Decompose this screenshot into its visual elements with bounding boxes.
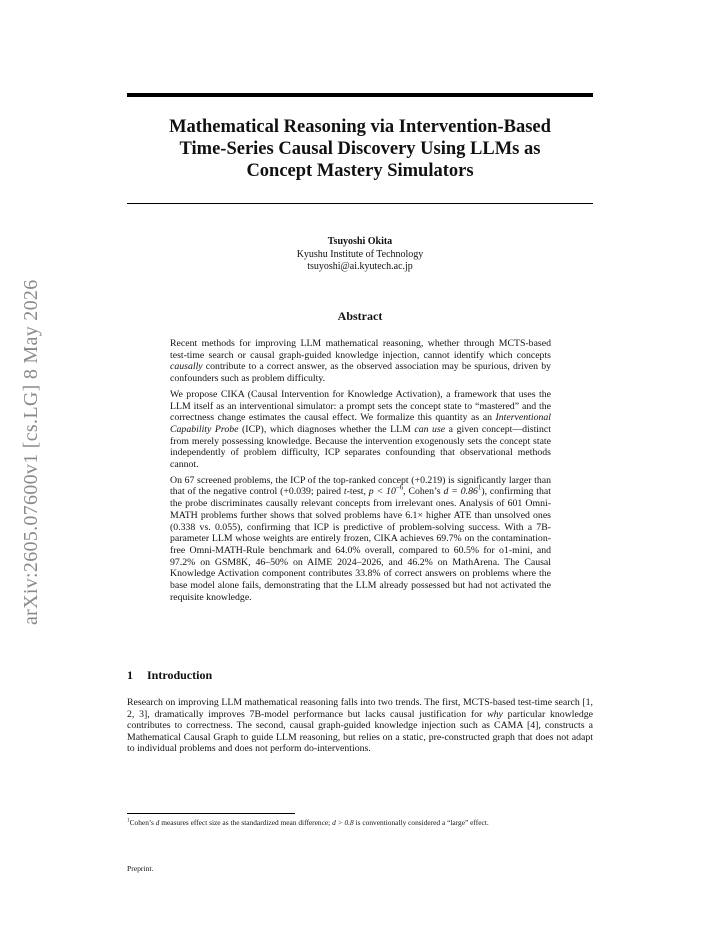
arxiv-identifier: arXiv:2605.07600v1 [cs.LG] 8 May 2026 xyxy=(20,279,42,626)
paper-title xyxy=(127,116,593,182)
abstract-text: We propose CIKA (Causal Intervention for Knowledge Activation), a framework that uses the LLM itself as an interventional simulator: a prompt sets the concept state to “mastered” and the correctness change estimates the causal effect. We formalize this quantity as an xyxy=(170,388,551,424)
abstract-text: Recent methods for improving LLM mathematical reasoning, whether through MCTS-based test-time search or causal graph-guided knowledge injection, cannot identify which concepts xyxy=(170,338,551,361)
abstract-emphasis: Interventional Capability Probe xyxy=(170,412,551,435)
footnote-text: Cohen’s xyxy=(129,818,156,827)
math-t: t xyxy=(343,486,347,498)
author-email: tsuyoshi@ai.kyutech.ac.jp xyxy=(307,261,413,272)
abstract-text: -test, xyxy=(346,486,369,498)
title-line-3: Concept Mastery Simulators xyxy=(246,161,474,181)
intro-text: Research on improving LLM mathematical reasoning falls into two trends. The first, MCTS-based test-time search [1, 2, 3], dramatically improves 7B-model performance but lacks causal justification for xyxy=(127,697,593,720)
abstract-text: a given concept—distinct from merely possessing knowledge. Because the intervention exogenously sets the concept state independently of problem difficulty, ICP separates confounding that observational methods cannot. xyxy=(170,423,551,471)
author-name: Tsuyoshi Okita xyxy=(327,236,393,247)
footnote-rule xyxy=(127,813,295,814)
abstract-text: (ICP), which diagnoses whether the LLM xyxy=(238,423,415,435)
abstract-paragraph-2 xyxy=(170,389,551,471)
preprint-footer: Preprint. xyxy=(127,864,154,873)
footnote-text: is conventionally considered a “large” effect. xyxy=(353,818,489,827)
title-bottom-rule xyxy=(127,203,593,204)
math-cohens-d: d = 0.86 xyxy=(443,486,478,498)
footnote-marker[interactable]: 1 xyxy=(477,485,482,493)
title-line-2: Time-Series Causal Discovery Using LLMs as xyxy=(179,139,541,159)
abstract-emphasis: can use xyxy=(414,423,446,435)
abstract-emphasis: causally xyxy=(170,361,203,373)
abstract-paragraph-3 xyxy=(170,475,551,604)
intro-emphasis: why xyxy=(487,708,503,720)
abstract-body xyxy=(170,338,551,607)
author-block xyxy=(127,236,593,274)
footnote-math: d > 0.8 xyxy=(332,818,354,827)
math-p-value: p < 10 xyxy=(368,486,396,498)
abstract-text: ), confirming that the probe discriminates causally relevant concepts from irrelevant ones. Analysis of 601 Omni-MATH problems further shows that solved problems have 6.1× higher ATE than unsolved ones (0.338 vs. 0.055), confirming that ICP is predictive of problem-solving success. With a 7B-parameter LLM whose weights are entirely frozen, CIKA achieves 69.7% on the contamination-free Omni-MATH-Rule benchmark and 64.0% overall, compared to 60.5% for o1-mini, and 97.2% on GSM8K, 46–50% on AIME 2024–2026, and 46.2% on MathArena. The Causal Knowledge Activation component contributes 33.8% of correct answers on problems where the base model alone fails, demonstrating that the LLM already possessed but had not activated the requisite knowledge. xyxy=(170,486,551,603)
title-line-1: Mathematical Reasoning via Intervention-Based xyxy=(169,117,551,137)
footnote-mark: 1 xyxy=(127,817,130,824)
author-affiliation: Kyushu Institute of Technology xyxy=(296,248,424,260)
title-top-rule xyxy=(127,93,593,97)
section-title: Introduction xyxy=(147,668,213,682)
abstract-paragraph-1 xyxy=(170,338,551,385)
introduction-paragraph xyxy=(127,697,593,755)
abstract-text: , Cohen’s xyxy=(403,486,444,498)
abstract-text: On 67 screened problems, the ICP of the top-ranked concept (+0.219) is significantly larger than that of the negative control (+0.039; paired xyxy=(170,474,551,498)
abstract-heading: Abstract xyxy=(337,309,383,323)
footnote-math: d xyxy=(155,818,160,827)
section-number: 1 xyxy=(127,668,133,682)
abstract-text: contribute to a correct answer, as the observed association may be spurious, driven by confounders such as problem difficulty. xyxy=(170,361,551,385)
section-heading-introduction xyxy=(127,668,212,683)
footnote-text: measures effect size as the standardized mean difference; xyxy=(159,818,333,827)
intro-text: particular knowledge contributes to correctness. The second, causal graph-guided knowledge injection such as CAMA [4], constructs a Mathematical Causal Graph to guide LLM reasoning, but relies on a static, pre-constructed graph that does not adapt to individual problems and does not perform do-interventions. xyxy=(127,708,593,755)
footnote xyxy=(127,818,593,828)
math-exponent: −6 xyxy=(395,485,404,493)
